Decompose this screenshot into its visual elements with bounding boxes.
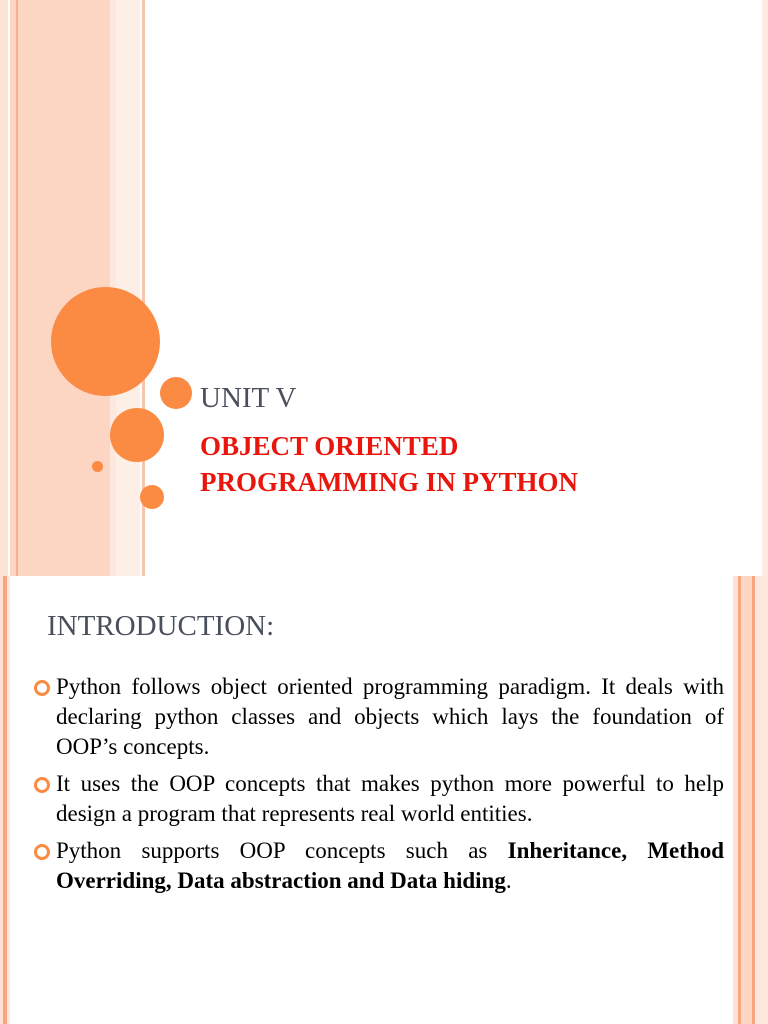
subtitle-line-2: PROGRAMMING IN PYTHON [200,467,578,497]
decorative-stripe [755,576,768,1024]
bullet-text: It uses the OOP concepts that makes python more powerful to help design a program that represents real world entities. [56,771,724,826]
circle-decoration-icon [92,461,103,472]
circle-decoration-icon [110,408,164,462]
bullet-text-after: . [505,868,512,893]
decorative-stripe [762,0,768,576]
list-item [32,769,724,829]
ring-bullet-icon [34,777,50,793]
list-item [32,672,724,762]
slide-title: UNIT V [200,382,297,414]
section-heading: INTRODUCTION: [47,610,275,642]
introduction-slide [0,576,768,1024]
bullet-text: Python follows object oriented programming paradigm. It deals with declaring python classes and objects which lays the foundation of OOP’s concepts. [56,674,724,759]
bullet-text-before: Python supports OOP concepts such as [56,838,508,863]
circle-decoration-icon [160,377,192,409]
decorative-stripe [0,0,8,576]
subtitle-line-1: OBJECT ORIENTED [200,431,459,461]
list-item [32,836,724,896]
slide-subtitle [200,428,578,500]
decorative-stripe [7,576,10,1024]
bullet-list [32,672,724,903]
circle-decoration-icon [51,287,160,396]
ring-bullet-icon [34,844,50,860]
decorative-stripe [741,576,752,1024]
ring-bullet-icon [34,680,50,696]
circle-decoration-icon [140,485,164,509]
bullet-text-bold: Inheritance, Method Overriding, Data abstraction and Data hiding [56,838,724,893]
decorative-line [16,0,18,576]
